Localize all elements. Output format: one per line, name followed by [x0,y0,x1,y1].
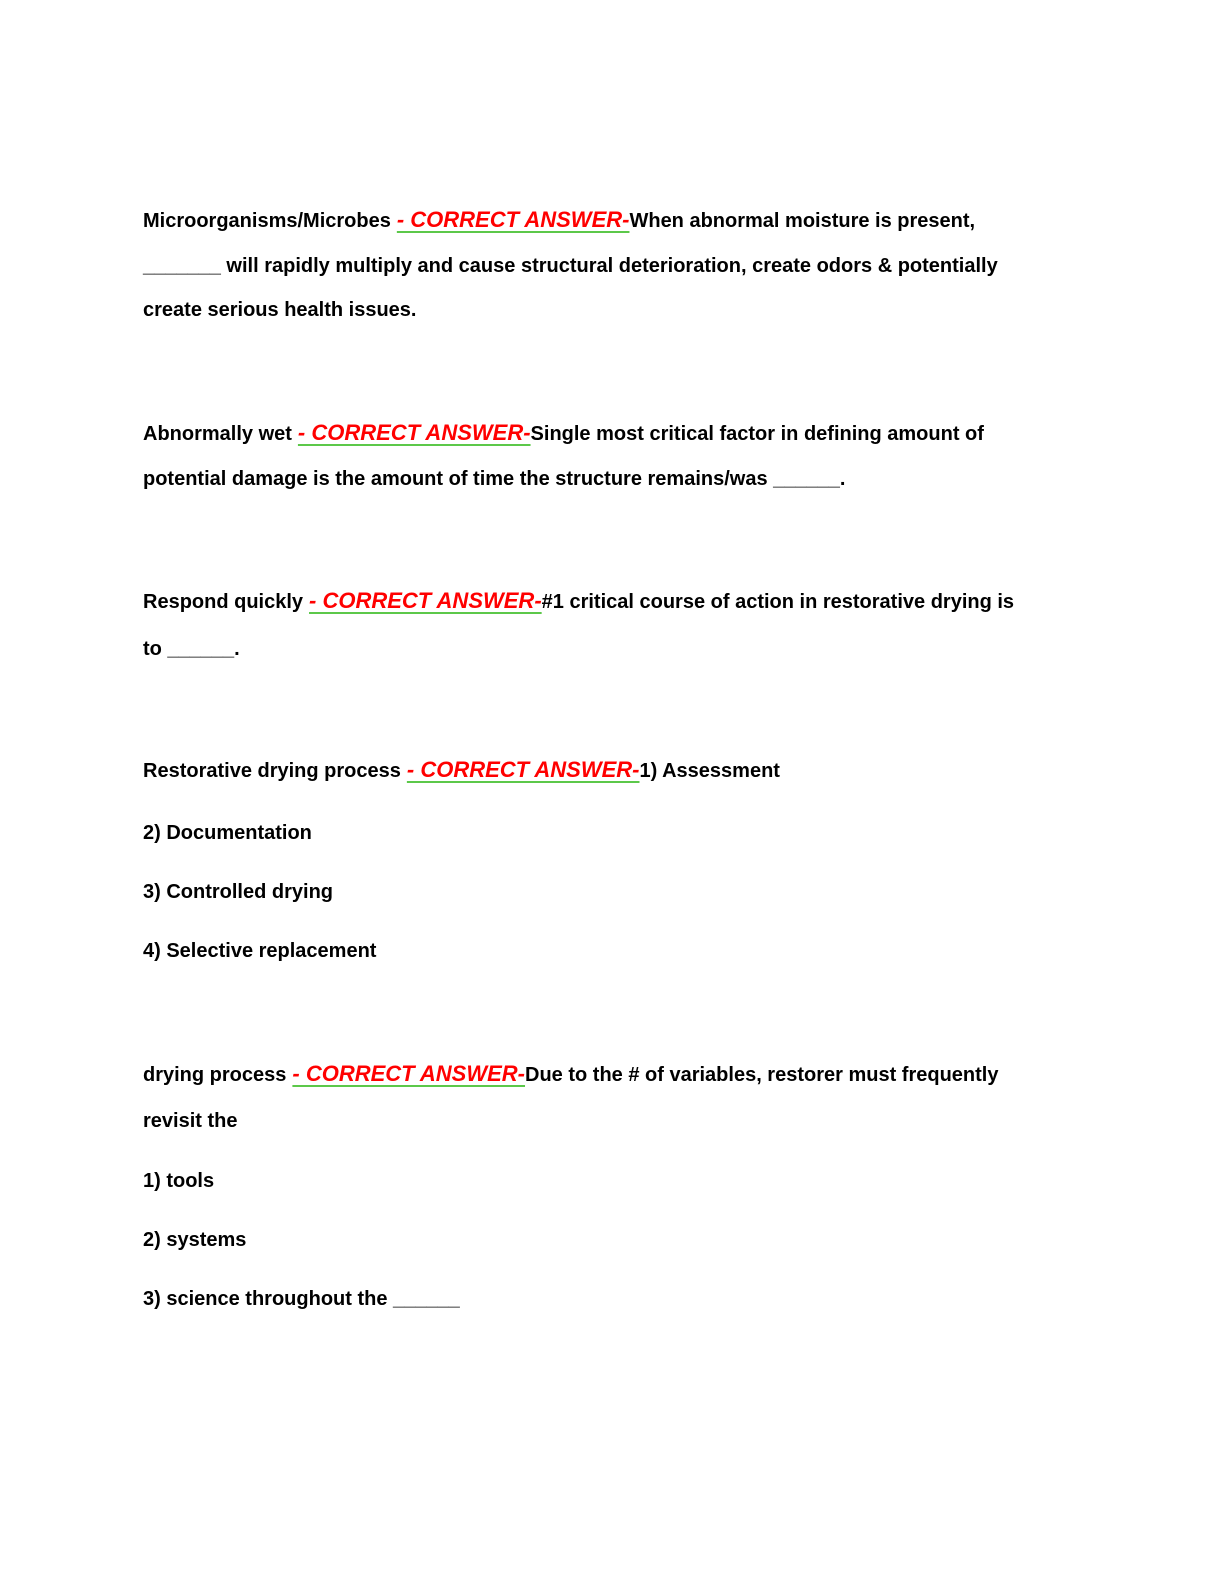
question-4-line-4: 4) Selective replacement [143,940,377,962]
question-4-line-3: 3) Controlled drying [143,881,333,903]
question-5-line-2: revisit the [143,1110,238,1132]
question-3-term: Respond quickly [143,591,304,613]
question-4-line-1: 1) Assessment [639,760,780,782]
question-2-term: Abnormally wet [143,423,292,445]
question-1-line-3: create serious health issues. [143,299,417,321]
question-5-first-line [143,1061,998,1088]
correct-answer-marker: - CORRECT ANSWER- [406,757,640,782]
question-4-first-line [143,757,780,784]
question-1-line-1: When abnormal moisture is present, [629,210,976,232]
question-3-line-1: #1 critical course of action in restorative drying is [541,591,1015,613]
question-5-line-1: Due to the # of variables, restorer must frequently [525,1064,999,1086]
question-5-term: drying process [143,1064,287,1086]
correct-answer-marker: - CORRECT ANSWER- [309,588,542,613]
question-1-line-2: _______ will rapidly multiply and cause structural deterioration, create odors & potentially [143,255,998,277]
question-4-term: Restorative drying process [143,760,401,782]
correct-answer-marker: - CORRECT ANSWER- [297,420,531,445]
question-5-line-4: 2) systems [143,1229,247,1251]
question-1-first-line [143,207,975,234]
question-2-line-2: potential damage is the amount of time the structure remains/was ______. [143,468,846,490]
question-4-line-2: 2) Documentation [143,822,312,844]
question-3-line-2: to ______. [143,638,240,660]
question-5-line-5: 3) science throughout the ______ [143,1288,460,1310]
question-5-line-3: 1) tools [143,1170,215,1192]
question-1-term: Microorganisms/Microbes [143,210,391,232]
question-2-first-line [143,420,984,447]
question-3-first-line [143,588,1014,615]
correct-answer-marker: - CORRECT ANSWER- [396,207,630,232]
question-2-line-1: Single most critical factor in defining amount of [530,423,984,445]
correct-answer-marker: - CORRECT ANSWER- [292,1061,526,1086]
